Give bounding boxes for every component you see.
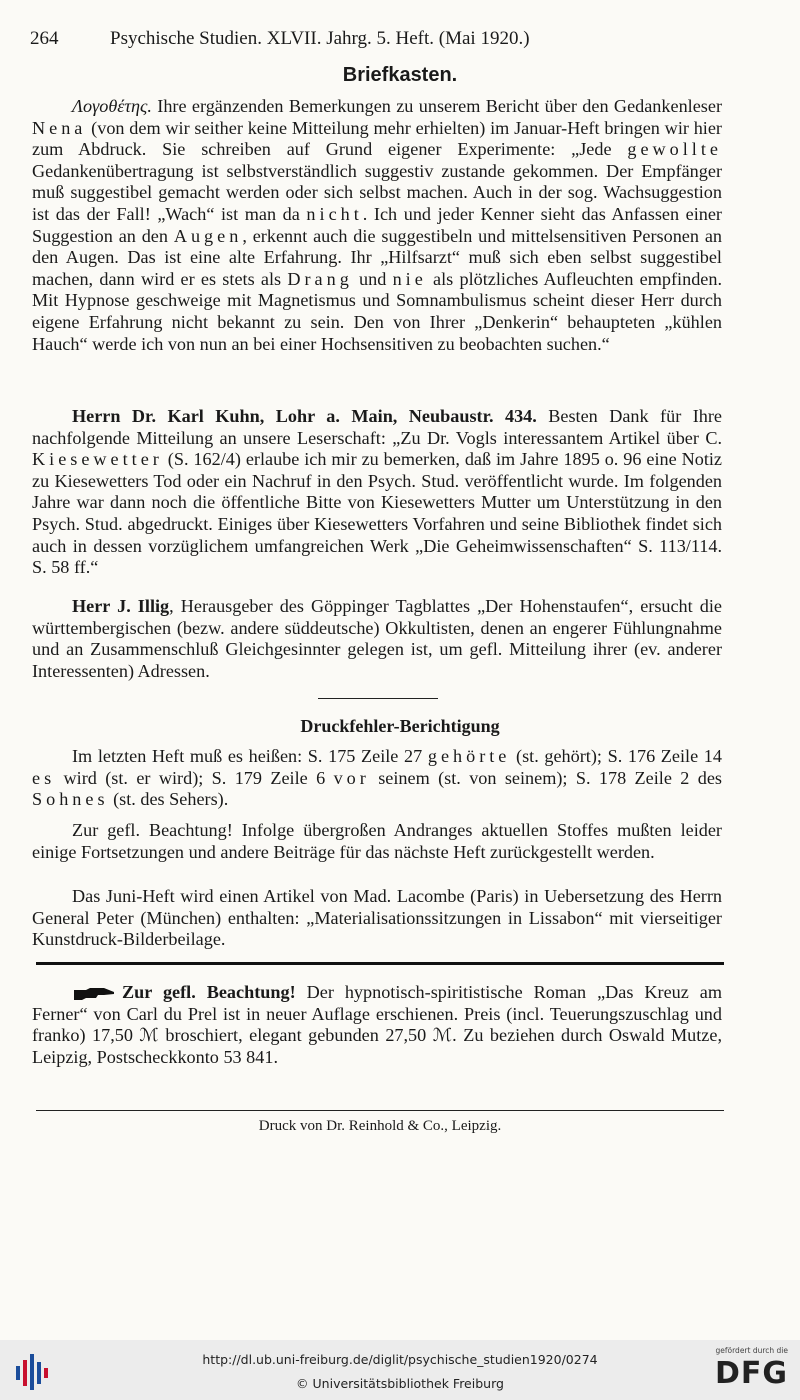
spaced-word: nie xyxy=(392,268,427,289)
spaced-word: es xyxy=(32,767,56,788)
spaced-word: gehörte xyxy=(427,746,511,766)
letter-text: , Herausgeber des Göppinger Tagblattes „Der Hohenstaufen“, ersucht die württembergischen (bezw. andere süddeutsche) Okkultisten, denen an engerer Fühlungnahme und an Zusammenschluß Gleichgesinnter gelegen ist, um gefl. Mitteilung ihrer (ev. anderer Interessenten) Adressen. xyxy=(32,596,722,681)
errata-segment: Im letzten Heft muß es heißen: S. 175 Zeile 27 xyxy=(72,746,428,766)
letter-addressee: Herr J. Illig xyxy=(72,596,170,616)
letter-text: und xyxy=(352,268,393,289)
errata-segment: (st. des Sehers). xyxy=(108,789,229,810)
letter-text: (von dem wir seither keine Mitteilung mehr erhielten) im Januar-Heft bringen wir hier zum Abdruck. Sie schreiben auf Grund eigener Experimente: „Jede xyxy=(32,117,722,160)
spaced-word: gewollte xyxy=(627,139,722,160)
viewer-footer xyxy=(0,1340,800,1400)
section-title: Briefkasten. xyxy=(342,64,458,86)
letter-kuhn xyxy=(32,406,722,579)
spaced-word: Augen xyxy=(173,225,243,246)
letter-text: Besten Dank für Ihre nachfolgende Mitteilung an unsere Leserschaft: „Zu Dr. Vogls interessantem Artikel über C. xyxy=(32,406,722,448)
spaced-word: Kiesewetter xyxy=(32,449,163,470)
letter-addressee: Λογοθέτης. xyxy=(72,96,152,116)
ad-lead: Zur gefl. Beachtung! xyxy=(122,982,296,1002)
funding-note: gefördert durch die xyxy=(715,1346,788,1355)
notice-text: Das Juni-Heft wird einen Artikel von Mad. Lacombe (Paris) in Uebersetzung des Herrn General Peter (München) enthalten: „Materialisationssitzungen in Lissabon“ mit vierseitiger Kunstdruck-Bilderbeilage. xyxy=(32,886,722,950)
errata-segment: (st. gehört); S. 176 Zeile 14 xyxy=(510,746,722,766)
errata-text xyxy=(32,746,722,811)
running-head: Psychische Studien. XLVII. Jahrg. 5. Heft. (Mai 1920.) xyxy=(110,28,530,49)
printer-imprint: Druck von Dr. Reinhold & Co., Leipzig. xyxy=(258,1118,502,1134)
errata-segment: wird (st. er wird); S. 179 Zeile 6 xyxy=(55,767,334,788)
spaced-word: vor xyxy=(333,767,370,788)
letter-addressee: Herrn Dr. Karl Kuhn, Lohr a. Main, Neubaustr. 434. xyxy=(72,406,537,426)
letter-text: als plötzliches Aufleuchten empfinden. Mit Hypnose geschweige mit Magnetismus und Somnambulismus scheint dieser Herr durch eigene Erfahrung nicht bekannt zu sein. Den von Ihrer „Denkerin“ behaupteten „kühlen Hauch“ werde ich von nun an bei einer Hochsensitiven zu beobachten suchen.“ xyxy=(32,268,723,354)
notice-june-issue xyxy=(32,886,722,951)
section-divider xyxy=(318,698,438,699)
spaced-word: Drang xyxy=(287,268,353,289)
ad-text: Der hypnotisch-spiritistische Roman „Das Kreuz am Ferner“ von Carl du Prel ist in neuer Auflage erschienen. Preis (incl. Teuerungszuschlag und franko) 17,50 ℳ broschiert, elegant gebunden 27,50 ℳ. Zu beziehen durch Oswald Mutze, Leipzig, Postscheckkonto 53 841. xyxy=(32,982,723,1067)
letter-text: , erkennt auch die suggestibeln und mittelsensitiven Personen an den Augen. Das ist eine alte Erfahrung. Ihr „Hilfsarzt“ muß sich eben selbst suggestibel machen, dann wird er es stets als xyxy=(32,225,722,289)
errata-segment: seinem (st. von seinem); S. 178 Zeile 2 des xyxy=(369,767,722,788)
notice-postponed xyxy=(32,820,722,863)
dfg-logo: DFG xyxy=(714,1356,788,1391)
page-number: 264 xyxy=(30,28,59,49)
errata-title: Druckfehler-Berichtigung xyxy=(300,716,500,736)
letter-text: Ihre ergänzenden Bemerkungen zu unserem Bericht über den Gedankenleser xyxy=(151,96,722,116)
letter-illig xyxy=(32,596,722,682)
thick-divider xyxy=(36,962,724,965)
notice-text: Zur gefl. Beachtung! Infolge übergroßen Andranges aktuellen Stoffes mußten leider einige Fortsetzungen und andere Beiträge für das nächste Heft zurückgestellt werden. xyxy=(32,820,722,862)
spaced-word: nicht xyxy=(306,203,363,224)
copyright-notice: © Universitätsbibliothek Freiburg xyxy=(296,1376,504,1391)
letter-logothetes xyxy=(32,96,722,355)
pointing-hand-icon xyxy=(72,987,116,1001)
advertisement xyxy=(32,982,722,1068)
letter-text: Gedankenübertragung ist selbstverständlich suggestiv zustande gekommen. Der Empfänger muß suggestibel gemacht werden oder sich selbst machen. Auch in der sog. Wachsuggestion ist das der Fall! „Wach“ ist man da xyxy=(32,160,722,224)
spaced-word: Nena xyxy=(32,117,87,138)
letter-text: . Ich und jeder Kenner sieht das Anfassen einer Suggestion an den xyxy=(32,203,722,246)
letter-text: (S. 162/4) erlaube ich mir zu bemerken, daß im Jahre 1895 o. 96 eine Notiz zu Kiesewetters Tod oder ein Nachruf in den Psych. Stud. veröffentlicht wurde. Im folgenden Jahre war dann noch die öffentliche Bitte von Kiesewetters Mutter um Unterstützung in den Psych. Stud. abgedruckt. Einiges über Kiesewetters Vorfahren und seine Bibliothek findet sich auch in dessen vorzüglichem umfangreichen Werk „Die Geheimwissenschaften“ S. 113/114. S. 58 ff.“ xyxy=(32,449,722,578)
running-header xyxy=(30,24,770,58)
bottom-divider xyxy=(36,1110,724,1111)
spaced-word: Sohnes xyxy=(32,789,109,810)
document-url[interactable]: http://dl.ub.uni-freiburg.de/diglit/psychische_studien1920/0274 xyxy=(202,1352,598,1367)
